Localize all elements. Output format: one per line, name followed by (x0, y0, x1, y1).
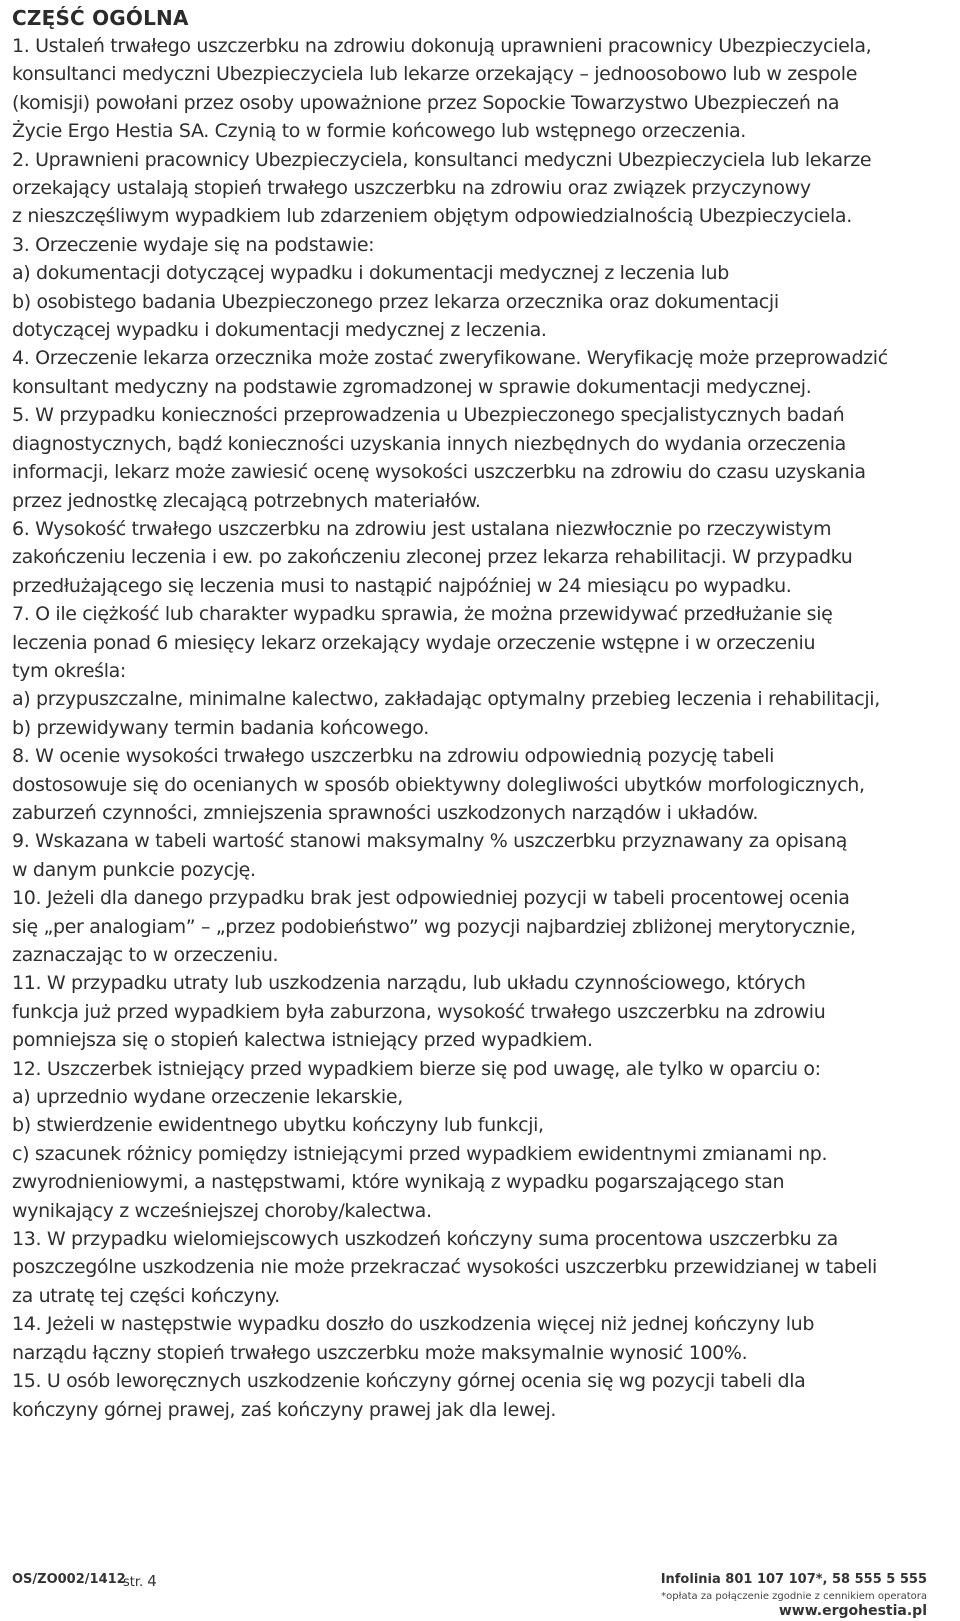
text-line: kończyny górnej prawej, zaś kończyny prawej jak dla lewej. (12, 1398, 557, 1421)
page-number-value: 4 (147, 1572, 157, 1590)
text-line: zaznaczając to w orzeczeniu. (12, 944, 279, 966)
text-line: w danym punkcie pozycję. (12, 858, 256, 881)
text-line: b) stwierdzenie ewidentnego ubytku kończyny lub funkcji, (12, 1114, 544, 1137)
text-line: przez jednostkę zlecającą potrzebnych materiałów. (12, 489, 481, 512)
text-line: zaburzeń czynności, zmniejszenia sprawności uszkodzonych narządów i układów. (12, 801, 759, 824)
text-line: b) osobistego badania Ubezpieczonego przez lekarza orzecznika oraz dokumentacji (12, 290, 779, 313)
text-line: a) dokumentacji dotyczącej wypadku i dokumentacji medycznej z leczenia lub (12, 262, 729, 285)
text-line: się „per analogiam” – „przez podobieństwo” wg pozycji najbardziej zbliżonej merytorycznie, (12, 915, 856, 938)
page-number (123, 1572, 157, 1590)
text-line: wynikający z wcześniejszej choroby/kalectwa. (12, 1199, 432, 1222)
text-line: konsultanci medyczni Ubezpieczyciela lub lekarze orzekający – jednoosobowo lub w zespole (12, 63, 858, 86)
section-title: CZĘŚĆ OGÓLNA (12, 6, 189, 30)
text-line: zwyrodnieniowymi, a następstwami, które wynikają z wypadku pogarszającego stan (12, 1171, 785, 1194)
text-line: dotyczącej wypadku i dokumentacji medycznej z leczenia. (12, 319, 547, 342)
text-line: pomniejsza się o stopień kalectwa istniejący przed wypadkiem. (12, 1029, 593, 1052)
text-line: (komisji) powołani przez osoby upoważnione przez Sopockie Towarzystwo Ubezpieczeń na (12, 91, 840, 114)
text-line: a) uprzednio wydane orzeczenie lekarskie, (12, 1086, 403, 1109)
text-line: leczenia ponad 6 miesięcy lekarz orzekający wydaje orzeczenie wstępne i w orzeczeniu (12, 631, 816, 654)
text-line: 7. O ile ciężkość lub charakter wypadku sprawia, że można przewidywać przedłużanie się (12, 603, 833, 626)
text-line: narządu łączny stopień trwałego uszczerbku może maksymalnie wynosić 100%. (12, 1341, 748, 1364)
text-line: 11. W przypadku utraty lub uszkodzenia narządu, lub układu czynnościowego, których (12, 972, 806, 995)
document-page (12, 4, 942, 1424)
infoline: Infolinia 801 107 107*, 58 555 5 555 (660, 1572, 927, 1587)
text-line: Życie Ergo Hestia SA. Czynią to w formie końcowego lub wstępnego orzeczenia. (12, 120, 746, 143)
text-line: 12. Uszczerbek istniejący przed wypadkiem bierze się pod uwagę, ale tylko w oparciu o: (12, 1057, 821, 1080)
text-line: 8. W ocenie wysokości trwałego uszczerbku na zdrowiu odpowiednią pozycję tabeli (12, 745, 775, 768)
text-line: 1. Ustaleń trwałego uszczerbku na zdrowiu dokonują uprawnieni pracownicy Ubezpieczyciela, (12, 35, 872, 57)
document-code: OS/ZO002/1412 (12, 1572, 126, 1587)
call-fee-note: *opłata za połączenie zgodnie z cennikiem operatora (661, 1591, 927, 1602)
text-line: z nieszczęśliwym wypadkiem lub zdarzeniem objętym odpowiedzialnością Ubezpieczyciela. (12, 205, 852, 228)
body-text (12, 32, 942, 1424)
text-line: 6. Wysokość trwałego uszczerbku na zdrowiu jest ustalana niezwłocznie po rzeczywistym (12, 517, 832, 540)
text-line: a) przypuszczalne, minimalne kalectwo, zakładając optymalny przebieg leczenia i rehabilitacji, (12, 688, 880, 711)
page-prefix: str. (123, 1575, 144, 1590)
text-line: za utratę tej części kończyny. (12, 1284, 280, 1307)
text-line: poszczególne uszkodzenia nie może przekraczać wysokości uszczerbku przewidzianej w tabeli (12, 1256, 877, 1279)
text-line: zakończeniu leczenia i ew. po zakończeniu zleconej przez lekarza rehabilitacji. W przypadku (12, 546, 853, 569)
text-line: diagnostycznych, bądź konieczności uzyskania innych niezbędnych do wydania orzeczenia (12, 432, 846, 455)
text-line: b) przewidywany termin badania końcowego. (12, 716, 429, 739)
text-line: dostosowuje się do ocenianych w sposób obiektywny dolegliwości ubytków morfologicznych, (12, 773, 865, 796)
text-line: funkcja już przed wypadkiem była zaburzona, wysokość trwałego uszczerbku na zdrowiu (12, 1000, 826, 1023)
text-line: informacji, lekarz może zawiesić ocenę wysokości uszczerbku na zdrowiu do czasu uzyskania (12, 461, 866, 484)
text-line: 9. Wskazana w tabeli wartość stanowi maksymalny % uszczerbku przyznawany za opisaną (12, 830, 848, 853)
text-line: przedłużającego się leczenia musi to nastąpić najpóźniej w 24 miesiącu po wypadku. (12, 574, 792, 597)
text-line: c) szacunek różnicy pomiędzy istniejącymi przed wypadkiem ewidentnymi zmianami np. (12, 1142, 828, 1165)
text-line: 2. Uprawnieni pracownicy Ubezpieczyciela, konsultanci medyczni Ubezpieczyciela lub lekarze (12, 148, 872, 171)
website-link[interactable]: www.ergohestia.pl (778, 1603, 927, 1619)
text-line: 13. W przypadku wielomiejscowych uszkodzeń kończyny suma procentowa uszczerbku za (12, 1228, 838, 1251)
text-line: 3. Orzeczenie wydaje się na podstawie: (12, 233, 375, 256)
text-line: konsultant medyczny na podstawie zgromadzonej w sprawie dokumentacji medycznej. (12, 375, 812, 398)
text-line: 5. W przypadku konieczności przeprowadzenia u Ubezpieczonego specjalistycznych badań (12, 404, 845, 427)
text-line: tym określa: (12, 659, 126, 682)
footer (0, 1572, 960, 1621)
text-line: 14. Jeżeli w następstwie wypadku doszło do uszkodzenia więcej niż jednej kończyny lub (12, 1313, 815, 1336)
text-line: 4. Orzeczenie lekarza orzecznika może zostać zweryfikowane. Weryfikację może przeprowadzić (12, 347, 888, 370)
text-line: orzekający ustalają stopień trwałego uszczerbku na zdrowiu oraz związek przyczynowy (12, 177, 811, 200)
text-line: 15. U osób leworęcznych uszkodzenie kończyny górnej ocenia się wg pozycji tabeli dla (12, 1370, 806, 1393)
text-line: 10. Jeżeli dla danego przypadku brak jest odpowiedniej pozycji w tabeli procentowej ocenia (12, 887, 850, 910)
